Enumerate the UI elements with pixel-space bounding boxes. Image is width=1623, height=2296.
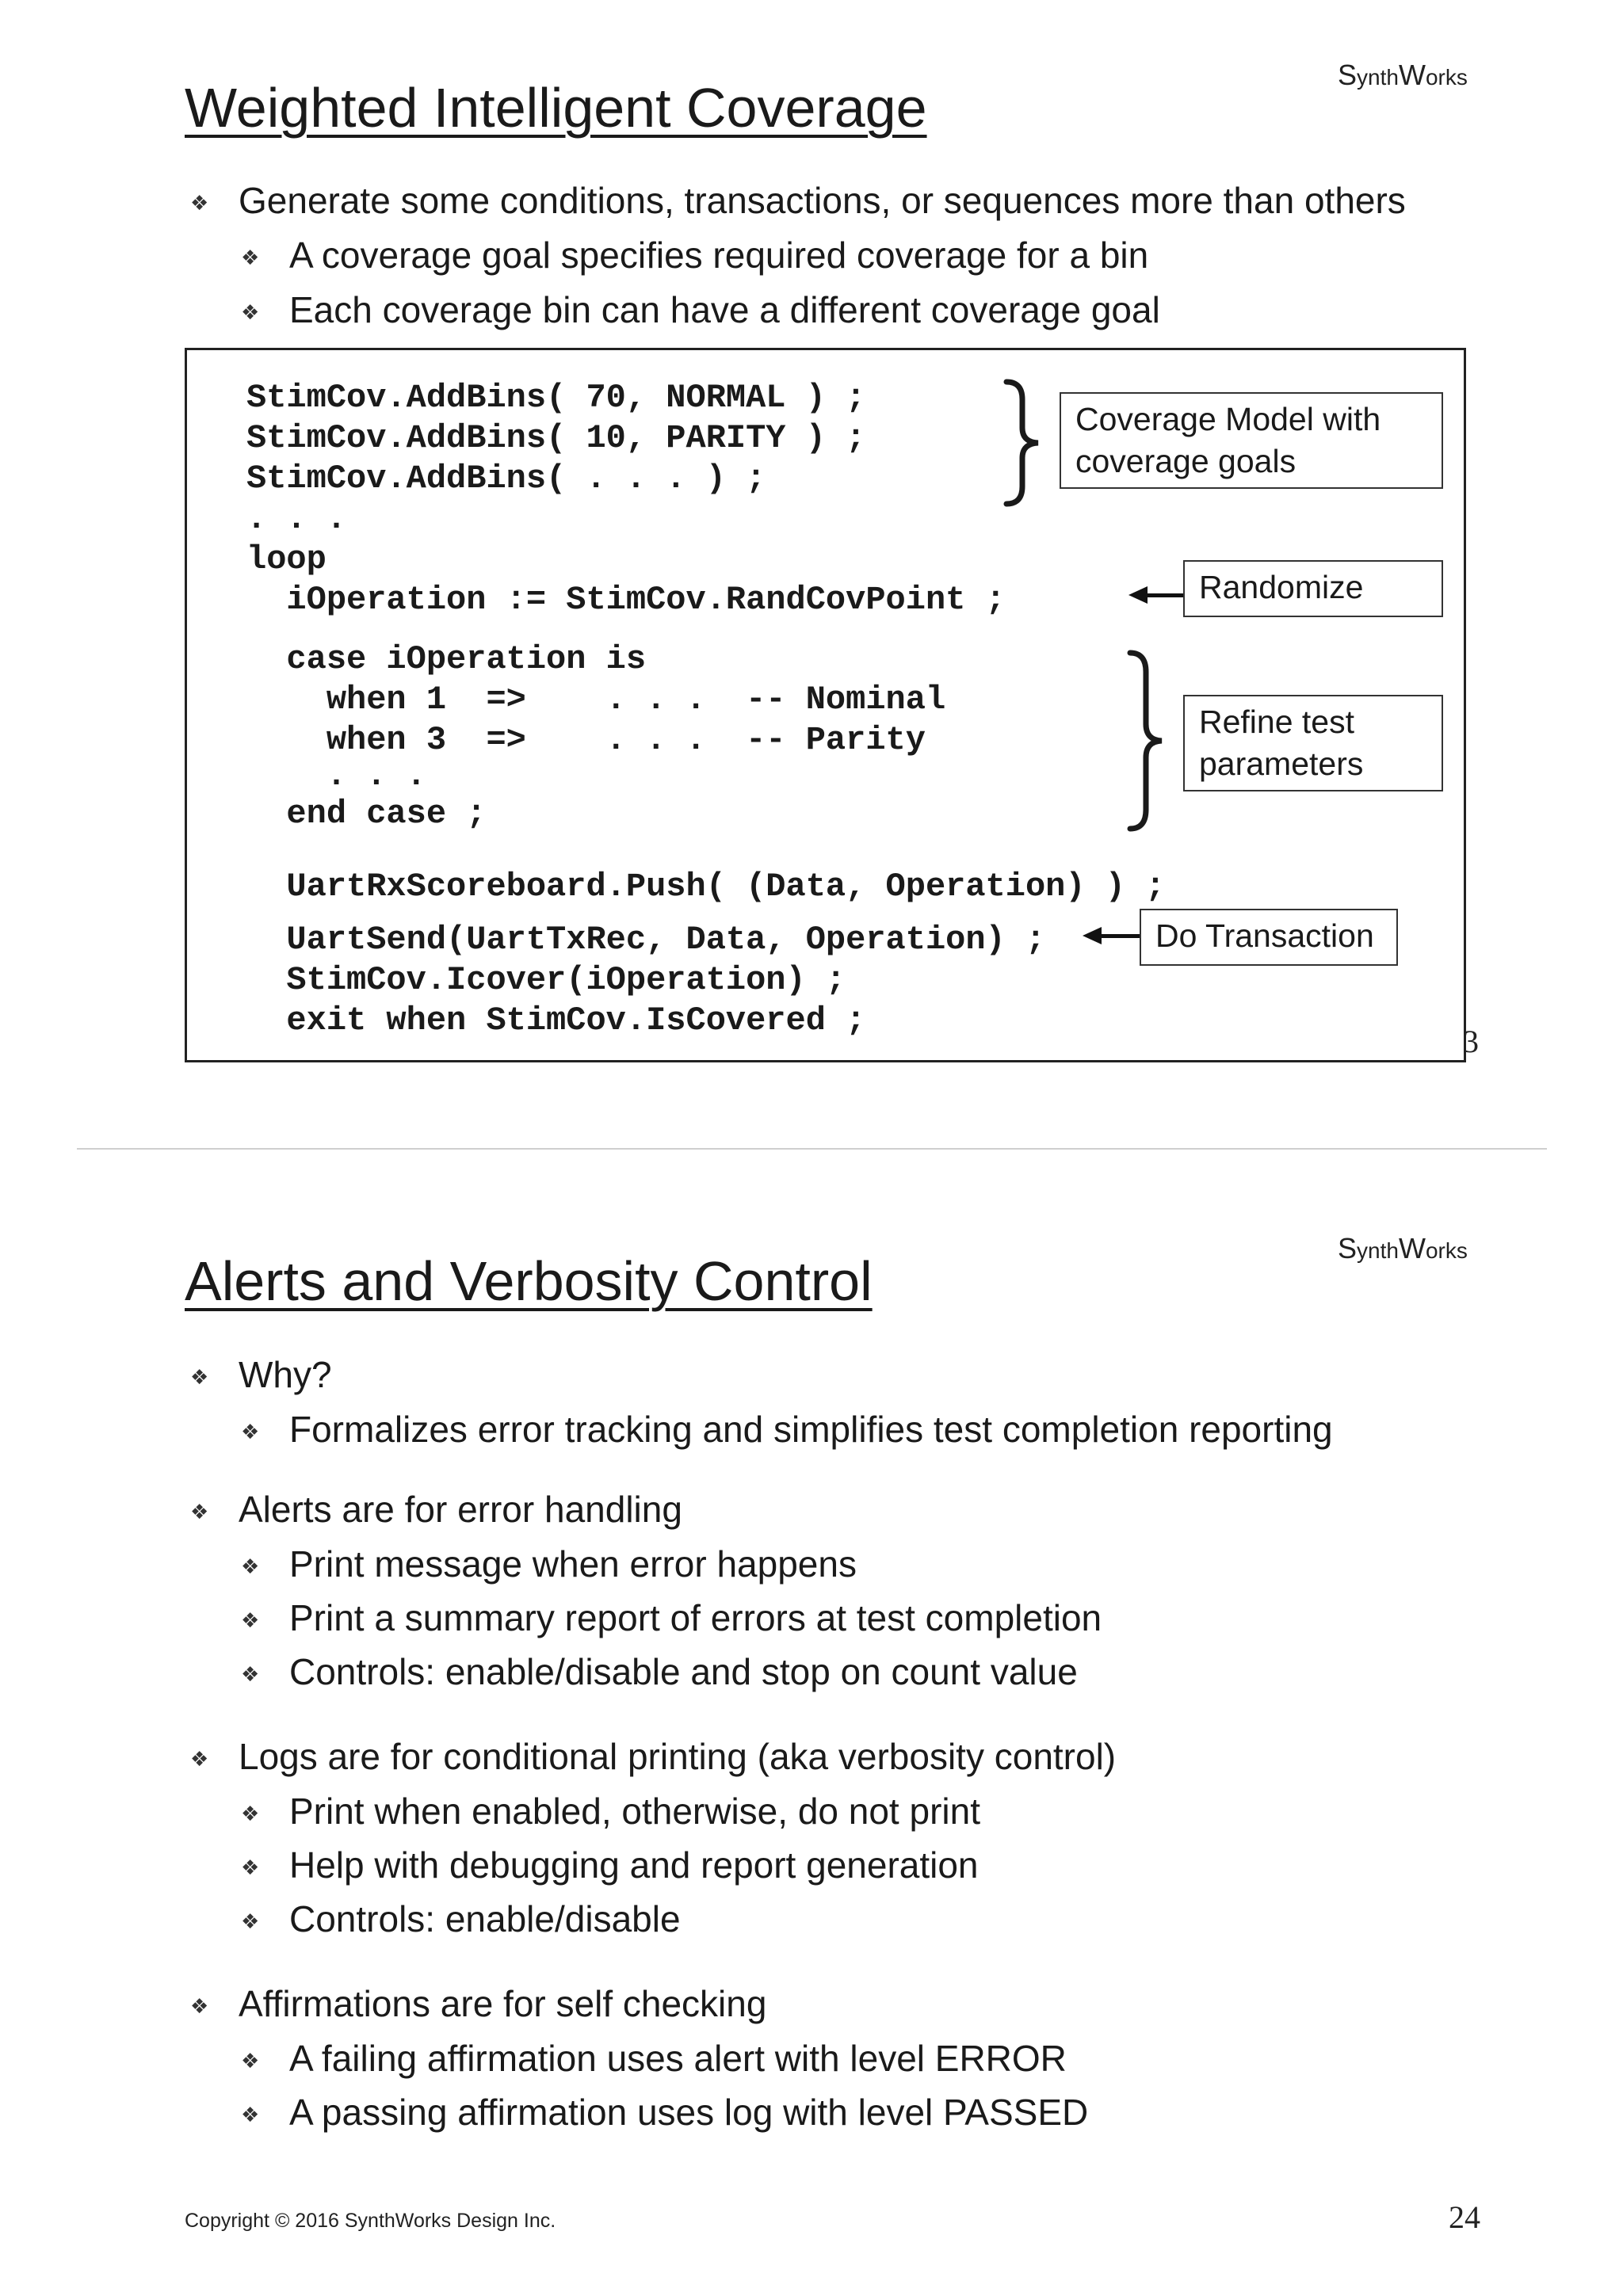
bullet-icon: ❖ — [241, 1420, 260, 1444]
slide2-subbullet: Controls: enable/disable — [289, 1898, 681, 1939]
code-line: StimCov.Icover(iOperation) ; — [246, 961, 846, 999]
bullet-icon: ❖ — [241, 2103, 260, 2126]
bullet-icon: ❖ — [241, 1909, 260, 1933]
right-brace-icon — [1000, 379, 1048, 507]
slide2-bullet-why: Why? — [239, 1354, 332, 1395]
brand-logo: SynthWorks — [1338, 59, 1468, 91]
code-line: when 3 => . . . -- Parity — [246, 721, 926, 759]
code-line: StimCov.AddBins( 10, PARITY ) ; — [246, 419, 866, 457]
bullet-icon: ❖ — [190, 191, 209, 215]
code-line: UartSend(UartTxRec, Data, Operation) ; — [246, 921, 1046, 959]
bullet-icon: ❖ — [241, 2049, 260, 2073]
slide2-page-number: 24 — [1449, 2199, 1480, 2235]
bullet-icon: ❖ — [241, 1554, 260, 1578]
bullet-icon: ❖ — [241, 1662, 260, 1686]
copyright-footer: Copyright © 2016 SynthWorks Design Inc. — [185, 2210, 556, 2232]
slide2-subbullet: Controls: enable/disable and stop on count value — [289, 1651, 1078, 1692]
slide2-subbullet: A failing affirmation uses alert with level ERROR — [289, 2038, 1067, 2079]
slide2-bullet-affirm: Affirmations are for self checking — [239, 1983, 767, 2024]
code-line: end case ; — [246, 795, 487, 833]
code-line: StimCov.AddBins( . . . ) ; — [246, 460, 766, 498]
arrow-left-icon — [1083, 927, 1102, 944]
brand-logo: SynthWorks — [1338, 1232, 1468, 1264]
slide1-bullet-1: Generate some conditions, transactions, or sequences more than others — [239, 180, 1406, 221]
bullet-icon: ❖ — [241, 1608, 260, 1632]
slide2-bullet-alerts: Alerts are for error handling — [239, 1489, 682, 1530]
slide2-subbullet: Print when enabled, otherwise, do not print — [289, 1791, 980, 1832]
slide1-subbullet-2: Each coverage bin can have a different coverage goal — [289, 289, 1160, 330]
slide1-subbullet-1: A coverage goal specifies required coverage for a bin — [289, 235, 1149, 276]
slide2-subbullet: Formalizes error tracking and simplifies test completion reporting — [289, 1409, 1333, 1450]
right-brace-icon — [1124, 650, 1171, 832]
code-line: iOperation := StimCov.RandCovPoint ; — [246, 581, 1006, 619]
slide2-subbullet: Print message when error happens — [289, 1543, 857, 1585]
bullet-icon: ❖ — [190, 1365, 209, 1389]
bullet-icon: ❖ — [190, 1994, 209, 2018]
arrow-shaft — [1100, 934, 1140, 938]
slide1-page-number: 3 — [1463, 1024, 1479, 1059]
bullet-icon: ❖ — [241, 1855, 260, 1879]
callout-refine-test — [1183, 695, 1443, 791]
bullet-icon: ❖ — [241, 246, 260, 269]
code-line: . . . — [246, 500, 347, 538]
slide2-subbullet: Help with debugging and report generation — [289, 1844, 979, 1886]
code-line: loop — [246, 540, 327, 578]
callout-coverage-model — [1060, 392, 1443, 489]
callout-randomize: Randomize — [1183, 560, 1443, 617]
slide2-subbullet: Print a summary report of errors at test completion — [289, 1597, 1102, 1638]
callout-text: parameters — [1199, 746, 1364, 783]
slide2-title: Alerts and Verbosity Control — [185, 1250, 873, 1312]
code-line: . . . — [246, 757, 426, 795]
callout-text: Refine test — [1199, 704, 1354, 740]
arrow-shaft — [1146, 593, 1183, 597]
code-line: exit when StimCov.IsCovered ; — [246, 1001, 866, 1039]
bullet-icon: ❖ — [190, 1747, 209, 1771]
slide2-bullet-logs: Logs are for conditional printing (aka verbosity control) — [239, 1736, 1117, 1777]
slide2-subbullet: A passing affirmation uses log with level PASSED — [289, 2092, 1089, 2133]
slide-divider — [77, 1148, 1547, 1150]
callout-do-transaction: Do Transaction — [1140, 909, 1398, 966]
code-line: case iOperation is — [246, 640, 647, 678]
code-line: StimCov.AddBins( 70, NORMAL ) ; — [246, 379, 866, 417]
bullet-icon: ❖ — [241, 1802, 260, 1825]
bullet-icon: ❖ — [190, 1500, 209, 1524]
bullet-icon: ❖ — [241, 300, 260, 324]
code-line: when 1 => . . . -- Nominal — [246, 681, 946, 719]
code-line: UartRxScoreboard.Push( (Data, Operation) ) ; — [246, 868, 1166, 906]
slide1-title: Weighted Intelligent Coverage — [185, 77, 927, 139]
arrow-left-icon — [1128, 586, 1148, 604]
callout-text: coverage goals — [1075, 443, 1296, 480]
callout-text: Coverage Model with — [1075, 401, 1381, 437]
